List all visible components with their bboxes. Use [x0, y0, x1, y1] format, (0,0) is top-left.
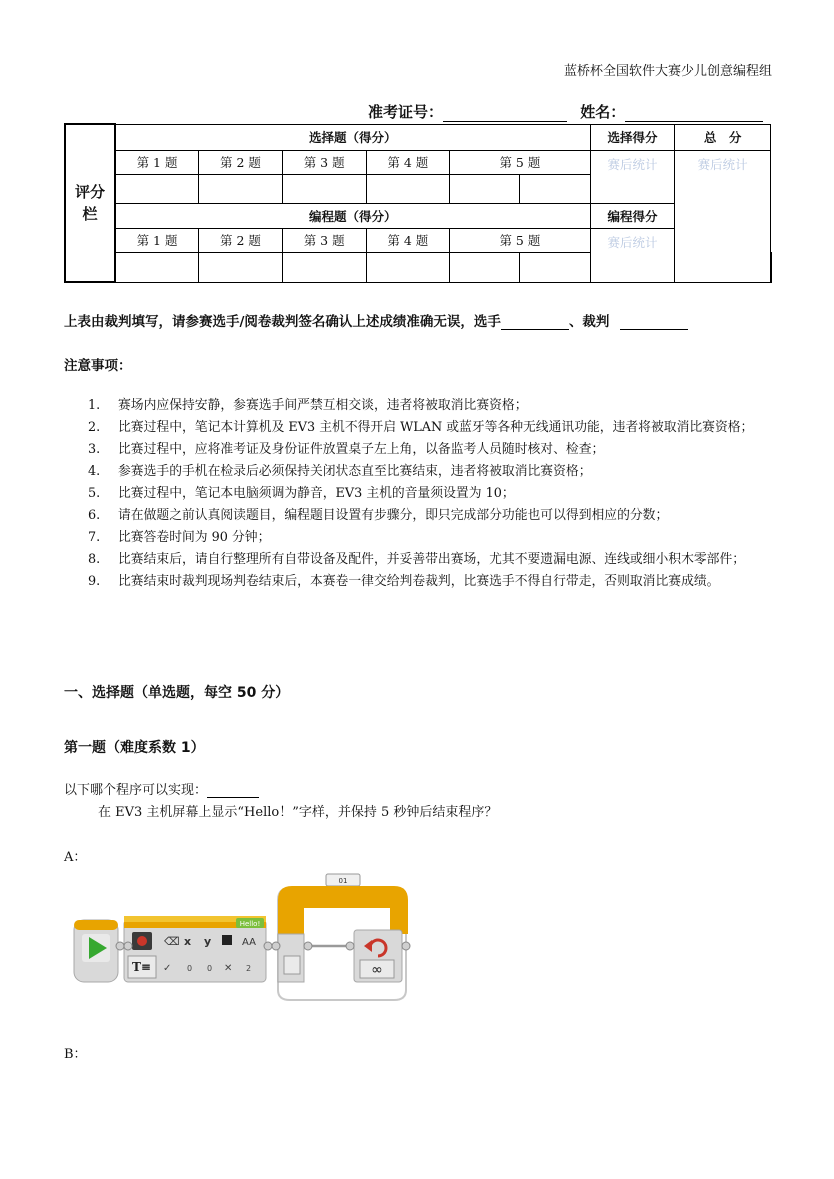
rule-item: 4. 参赛选手的手机在检录后必须保持关闭状态直至比赛结束，违者将被取消比赛资格； [88, 464, 592, 479]
program-q5-score-a[interactable] [450, 252, 520, 282]
display-icon [132, 932, 152, 950]
rule-item: 2. 比赛过程中，笔记本计算机及 EV3 主机不得开启 WLAN 或蓝牙等各种无线通讯功能，违者将被取消比赛资格； [88, 420, 754, 435]
color-icon [222, 935, 232, 945]
param-size-value: 2 [246, 964, 252, 973]
confirm-sep: 、裁判 [568, 314, 610, 330]
ev3-program-a [72, 872, 424, 1004]
answer-blank[interactable] [207, 783, 259, 798]
program-q5-score-b[interactable] [519, 252, 590, 282]
program-q2-score[interactable] [199, 252, 283, 282]
total-bottom [771, 252, 772, 282]
rule-item: 9. 比赛结束时裁判现场判卷结束后，本赛卷一律交给判卷裁判，比赛选手不得自行带走，否则取消比赛成绩。 [88, 574, 720, 589]
infinity-icon: ∞ [371, 962, 383, 978]
program-q3-label: 第 3 题 [282, 228, 366, 252]
question1-title: 第一题（难度系数 1） [64, 740, 205, 756]
choice-score-header: 选择得分 [590, 124, 675, 150]
rule-item: 8. 比赛结束后，请自行整理所有自带设备及配件，并妥善带出赛场，尤其不要遗漏电源、连线或细小积木零部件； [88, 552, 746, 567]
choice-q5-score-b[interactable] [519, 174, 590, 203]
choice-q4-label: 第 4 题 [366, 150, 450, 174]
rule-item: 1. 赛场内应保持安静，参赛选手间严禁互相交谈，违者将被取消比赛资格； [88, 398, 528, 413]
rules-list [88, 395, 778, 593]
total-score-cell[interactable]: 赛后统计 [675, 150, 771, 282]
param-x-value: 0 [187, 964, 193, 973]
name-label: 姓名： [580, 103, 626, 121]
font-icon: AA [242, 937, 256, 948]
x-icon: x [184, 935, 192, 948]
start-block [74, 920, 118, 982]
contestant-sign-blank[interactable] [501, 315, 569, 330]
option-a-label: A： [64, 850, 87, 865]
loop-block [278, 874, 408, 1000]
confirm-text: 上表由裁判填写，请参赛选手/阅卷裁判签名确认上述成绩准确无误，选手 [64, 314, 501, 330]
rule-item: 3. 比赛过程中，应将准考证及身份证件放置桌子左上角，以备监考人员随时核对、检查； [88, 442, 605, 457]
rule-item: 6. 请在做题之前认真阅读题目，编程题目设置有步骤分，即只完成部分功能也可以得到相应的分数； [88, 508, 669, 523]
total-header: 总 分 [675, 124, 771, 150]
choice-q4-score[interactable] [366, 174, 450, 203]
choice-q2-label: 第 2 题 [199, 150, 283, 174]
question1-prompt: 以下哪个程序可以实现： [64, 779, 259, 798]
program-q1-label: 第 1 题 [115, 228, 199, 252]
header-org: 蓝桥杯全国软件大赛少儿创意编程组 [563, 64, 772, 79]
eraser-icon: ⌫ [164, 935, 180, 948]
rule-item: 7. 比赛答卷时间为 90 分钟； [88, 530, 271, 545]
score-side-label: 评分栏 [65, 124, 115, 282]
choice-q5-score-a[interactable] [450, 174, 520, 203]
choice-q3-score[interactable] [282, 174, 366, 203]
question1-detail: 在 EV3 主机屏幕上显示“Hello！”字样，并保持 5 秒钟后结束程序？ [98, 805, 498, 820]
judge-sign-blank[interactable] [620, 315, 688, 330]
choice-q2-score[interactable] [199, 174, 283, 203]
program-q4-label: 第 4 题 [366, 228, 450, 252]
program-score-header: 编程得分 [590, 203, 675, 228]
choice-score-cell[interactable]: 赛后统计 [590, 150, 675, 203]
choice-q5-label: 第 5 题 [450, 150, 590, 174]
choice-q1-label: 第 1 题 [115, 150, 199, 174]
program-q5-label: 第 5 题 [450, 228, 590, 252]
program-q1-score[interactable] [115, 252, 199, 282]
exam-no-blank[interactable] [443, 105, 567, 122]
check-icon: ✓ [163, 963, 172, 974]
option-b-label: B： [64, 1047, 87, 1062]
section1-title: 一、选择题（单选题，每空 50 分） [64, 685, 290, 701]
choice-header: 选择题（得分） [115, 124, 590, 150]
cross-icon: ✕ [224, 963, 233, 974]
program-score-cell[interactable]: 赛后统计 [590, 228, 675, 282]
choice-q3-label: 第 3 题 [282, 150, 366, 174]
param-y-value: 0 [207, 964, 213, 973]
display-text-value: Hello! [239, 920, 261, 928]
y-icon: y [204, 935, 212, 948]
program-q2-label: 第 2 题 [199, 228, 283, 252]
text-mode-icon: T≡ [132, 960, 151, 974]
score-table [64, 123, 772, 283]
choice-q1-score[interactable] [115, 174, 199, 203]
display-block [124, 916, 266, 982]
program-header: 编程题（得分） [115, 203, 590, 228]
program-q4-score[interactable] [366, 252, 450, 282]
notice-title: 注意事项： [64, 358, 132, 374]
rule-item: 5. 比赛过程中，笔记本电脑须调为静音，EV3 主机的音量须设置为 10； [88, 486, 515, 501]
loop-label: 01 [338, 877, 348, 885]
exam-no-label: 准考证号： [368, 103, 444, 121]
program-q3-score[interactable] [282, 252, 366, 282]
name-blank[interactable] [625, 105, 763, 122]
id-line [368, 101, 763, 122]
confirm-line [64, 310, 688, 330]
play-icon [82, 934, 110, 962]
